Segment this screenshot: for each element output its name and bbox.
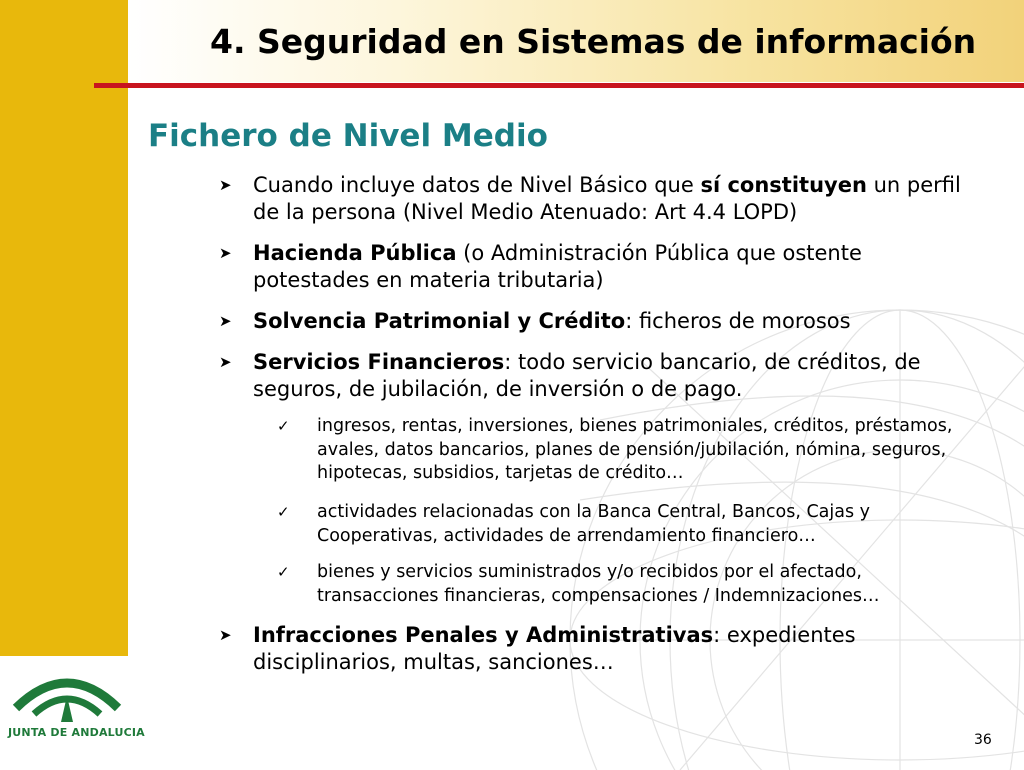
page-number: 36 xyxy=(974,732,992,748)
slide-title: 4. Seguridad en Sistemas de información xyxy=(210,22,977,61)
arrow-bullet-icon: ➤ xyxy=(219,353,232,371)
checkmark-icon: ✓ xyxy=(277,503,290,521)
list-subitem: ✓ ingresos, rentas, inversiones, bienes patrimoniales, créditos, préstamos, avales, datos bancarios, planes de pensión/jubilación, nómina, seguros, hipotecas, subsidios, tarjetas de crédito… xyxy=(277,416,953,483)
arrow-bullet-icon: ➤ xyxy=(219,312,232,330)
checkmark-icon: ✓ xyxy=(277,417,290,435)
list-item: ➤ Infracciones Penales y Administrativas: expedientes disciplinarios, multas, sanciones… xyxy=(219,623,856,674)
list-item: ➤ Cuando incluye datos de Nivel Básico que sí constituyen un perfil de la persona (Nivel Medio Atenuado: Art 4.4 LOPD) xyxy=(219,173,961,224)
checkmark-icon: ✓ xyxy=(277,563,290,581)
list-item: ➤ Solvencia Patrimonial y Crédito: ficheros de morosos xyxy=(219,309,851,333)
arrow-bullet-icon: ➤ xyxy=(219,176,232,194)
arrow-bullet-icon: ➤ xyxy=(219,244,232,262)
list-item: ➤ Hacienda Pública (o Administración Pública que ostente potestades en materia tributaria) xyxy=(219,241,862,292)
section-subtitle: Fichero de Nivel Medio xyxy=(148,118,548,154)
list-subitem: ✓ actividades relacionadas con la Banca Central, Bancos, Cajas y Cooperativas, actividades de arrendamiento financiero… xyxy=(277,502,871,546)
arrow-bullet-icon: ➤ xyxy=(219,626,232,644)
list-subitem: ✓ bienes y servicios suministrados y/o recibidos por el afectado, transacciones financieras, compensaciones / Indemnizaciones… xyxy=(277,562,880,606)
list-item: ➤ Servicios Financieros: todo servicio bancario, de créditos, de seguros, de jubilación, de inversión o de pago. xyxy=(219,350,921,401)
logo-text: JUNTA DE ANDALUCIA xyxy=(8,726,145,739)
